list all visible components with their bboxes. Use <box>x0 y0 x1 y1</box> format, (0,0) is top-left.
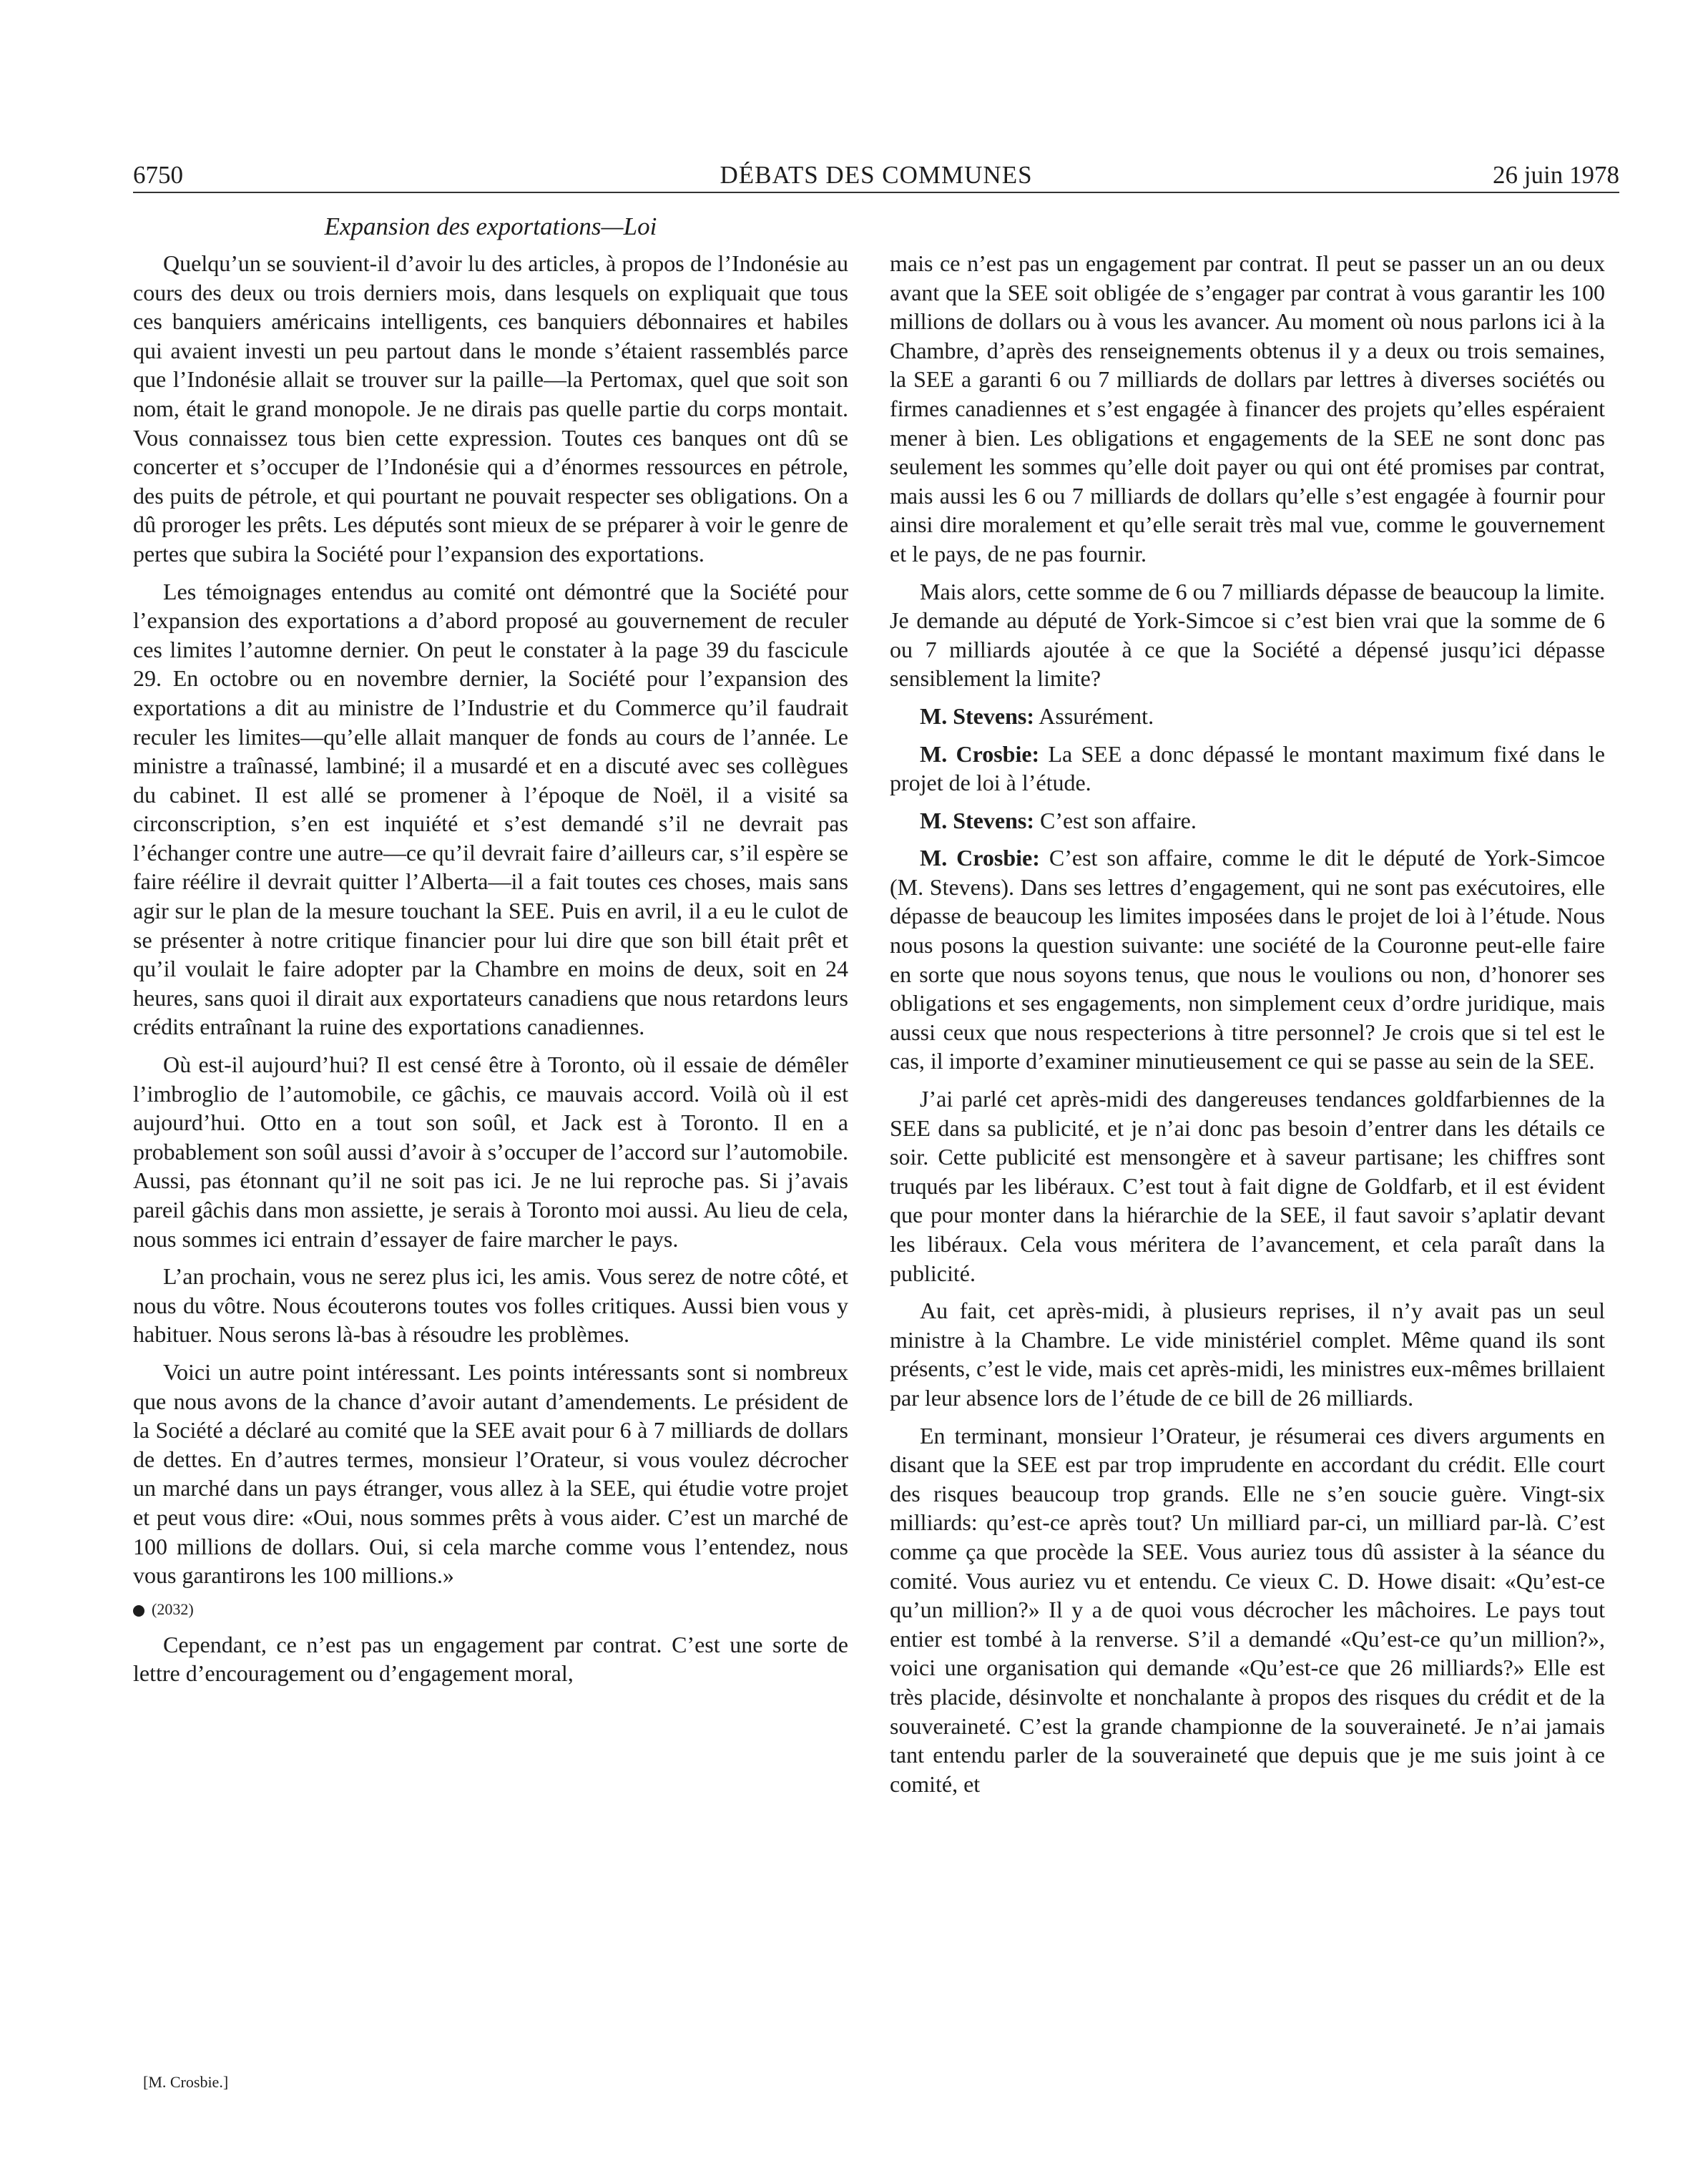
paragraph: Cependant, ce n’est pas un engagement par contrat. C’est une sorte de lettre d’encouragement ou d’engagement moral, <box>133 1631 848 1687</box>
page-number: 6750 <box>133 161 183 189</box>
speech-text: C’est son affaire, comme le dit le député de York-Simcoe (M. Stevens). Dans ses lettres d’engagement, qui ne sont pas exécutoires, elle dépasse de beaucoup les limites imposées dans le projet de loi à l’étude. Nous nous posons la question suivante: une société de la Couronne peut-elle faire en sorte que nous soyons tenus, que nous le voulions ou non, d’honorer ses obligations et ses engagements, non simplement ceux d’ordre juridique, mais aussi ceux que nous respecterions à titre personnel? Je crois que si tel est le cas, il importe d’examiner minutieusement ce qui se passe au sein de la SEE. <box>890 845 1606 1074</box>
paragraph: J’ai parlé cet après-midi des dangereuses tendances goldfarbiennes de la SEE dans sa publicité, et je n’ai donc pas besoin d’entrer dans les détails ce soir. Cette publicité est mensongère et à saveur partisane; les chiffres sont truqués par les libéraux. C’est tout à fait digne de Goldfarb, et il est évident que pour monter dans la hiérarchie de la SEE, il faut savoir s’aplatir devant les libéraux. Cela vous méritera de l’avancement, et cela paraît dans la publicité. <box>890 1086 1605 1286</box>
speaker-name: M. Crosbie: <box>920 845 1040 871</box>
paragraph: Les témoignages entendus au comité ont démontré que la Société pour l’expansion des exportations a d’abord proposé au gouvernement de reculer ces limites l’automne dernier. On peut le constater à la page 39 du fascicule 29. En octobre ou en novembre dernier, la Société pour l’expansion des exportations a dit au ministre de l’Industrie et du Commerce qu’il faudrait reculer les limites—qu’elle allait manquer de fonds au cours de l’année. Le ministre a traînassé, lambiné; il a musardé et en a discuté avec ses collègues du cabinet. Il est allé se promener à l’époque de Noël, il a visité sa circonscription, s’en est inquiété et s’est demandé s’il ne devrait pas l’échanger contre une autre—ce qu’il devrait faire d’ailleurs car, s’il espère se faire réélire il devrait quitter l’Alberta—il a fait toutes ces choses, mais sans agir sur le plan de la mesure touchant la SEE. Puis en avril, il a eu le culot de se présenter à notre critique financier pour lui dire que son bill était prêt et qu’il voulait le faire adopter par la Chambre en moins de deux, soit en 24 heures, sans quoi il dirait aux exportateurs canadiens que nous retardons leurs crédits entraînant la ruine des exportations canadiennes. <box>133 578 848 1040</box>
speech-text: Assurément. <box>1034 702 1154 729</box>
speech-text: C’est son affaire. <box>1034 807 1197 833</box>
time-marker <box>133 1599 848 1620</box>
left-column <box>133 249 848 1697</box>
paragraph: Voici un autre point intéressant. Les points intéressants sont si nombreux que nous avons de la chance d’avoir autant d’amendements. Le président de la Société a déclaré au comité que la SEE avait pour 6 à 7 milliards de dollars de dettes. En d’autres termes, monsieur l’Orateur, si vous voulez décrocher un marché dans un pays étranger, vous allez à la SEE, qui étudie votre projet et peut vous dire: «Oui, nous sommes prêts à vous aider. C’est un marché de 100 millions de dollars. Oui, si cela marche comme vous l’entendez, nous vous garantirons les 100 millions.» <box>133 1358 848 1589</box>
time-marker-text: (2032) <box>152 1599 194 1618</box>
speaker-name: M. Crosbie: <box>920 740 1040 767</box>
publication-title: DÉBATS DES COMMUNES <box>720 161 1033 189</box>
bullet-icon <box>133 1605 144 1617</box>
speech <box>890 806 1605 835</box>
right-column <box>890 249 1605 1807</box>
speaker-name: M. Stevens: <box>920 702 1034 729</box>
speaker-name: M. Stevens: <box>920 807 1034 833</box>
speech <box>890 843 1605 1076</box>
paragraph: mais ce n’est pas un engagement par contrat. Il peut se passer un an ou deux avant que la SEE soit obligée de s’engager par contrat à vous garantir les 100 millions de dollars ou à vous les avancer. Au moment où nous parlons ici à la Chambre, d’après des renseignements obtenus il y a deux ou trois semaines, la SEE a garanti 6 ou 7 milliards de dollars par lettres à diverses sociétés ou firmes canadiennes et s’est engagée à financer des projets qu’elles espéraient mener à bien. Les obligations et engagements de la SEE ne sont donc pas seulement les sommes qu’elle doit payer ou qui ont été promises par contrat, mais aussi les 6 ou 7 milliards de dollars qu’elle s’est engagée à fournir pour ainsi dire moralement et qu’elle serait très mal vue, comme le gouvernement et le pays, de ne pas fournir. <box>890 250 1605 567</box>
page-date: 26 juin 1978 <box>1493 161 1619 189</box>
speech <box>890 702 1605 731</box>
paragraph: Où est-il aujourd’hui? Il est censé être à Toronto, où il essaie de démêler l’imbroglio de l’automobile, ce gâchis, ce mauvais accord. Voilà où il est aujourd’hui. Otto en a tout son soûl, et Jack est à Toronto. Il en a probablement son soûl aussi d’avoir à s’occuper de l’accord sur l’automobile. Aussi, pas étonnant qu’il ne soit pas ici. Je ne lui reproche pas. Si j’avais pareil gâchis dans mon assiette, je serais à Toronto moi aussi. Au lieu de cela, nous sommes ici entrain d’essayer de faire marcher le pays. <box>133 1052 848 1252</box>
speech-text: La SEE a donc dépassé le montant maximum fixé dans le projet de loi à l’étude. <box>890 740 1606 796</box>
paragraph: Au fait, cet après-midi, à plusieurs reprises, il n’y avait pas un seul ministre à la Chambre. Le vide ministériel complet. Même quand ils sont présents, c’est le vide, mais cet après-midi, les ministres eux-mêmes brillaient par leur absence lors de l’étude de ce bill de 26 milliards. <box>890 1298 1605 1411</box>
speech <box>890 740 1605 798</box>
speaker-footnote: [M. Crosbie.] <box>143 2073 229 2091</box>
paragraph: L’an prochain, vous ne serez plus ici, les amis. Vous serez de notre côté, et nous du vôtre. Nous écouterons toutes vos folles critiques. Aussi bien vous y habituer. Nous serons là-bas à résoudre les problèmes. <box>133 1263 848 1348</box>
page-header <box>133 159 1619 193</box>
paragraph: Mais alors, cette somme de 6 ou 7 milliards dépasse de beaucoup la limite. Je demande au député de York-Simcoe si c’est bien vrai que la somme de 6 ou 7 milliards ajoutée à ce que la Société a dépensé jusqu’ici dépasse sensiblement la limite? <box>890 578 1605 692</box>
paragraph: En terminant, monsieur l’Orateur, je résumerai ces divers arguments en disant que la SEE est par trop imprudente en accordant du crédit. Elle court des risques beaucoup trop grands. Elle ne s’en soucie guère. Vingt-six milliards: qu’est-ce après tout? Un milliard par-ci, un milliard par-là. C’est comme ça que procède la SEE. Vous auriez tous dû assister à la séance du comité. Vous auriez vu et entendu. Ce vieux C. D. Howe disait: «Qu’est-ce qu’un million?» Il y a de quoi vous décrocher les mâchoires. Le pays tout entier est tombé à la renverse. S’il a demandé «Qu’est-ce qu’un million?», voici une organisation qui demande «Qu’est-ce que 26 milliards?» Elle est très placide, désinvolte et nonchalante à propos des risques du crédit et de la souveraineté. C’est la grande championne de la souveraineté. Je n’ai jamais tant entendu parler de la souveraineté que depuis que je me suis joint à ce comité, et <box>890 1422 1605 1797</box>
paragraph: Quelqu’un se souvient-il d’avoir lu des articles, à propos de l’Indonésie au cours des deux ou trois derniers mois, dans lesquels on expliquait que tous ces banquiers américains intelligents, ces banquiers débonnaires et habiles qui avaient investi un peu partout dans le monde s’étaient rassemblés parce que l’Indonésie allait se trouver sur la paille—la Pertomax, quel que soit son nom, était le grand monopole. Je ne dirais pas quelle partie du corps montait. Vous connaissez tous bien cette expression. Toutes ces banques ont dû se concerter et s’occuper de l’Indonésie qui a d’énormes ressources en pétrole, des puits de pétrole, et qui pourtant ne pouvait respecter ses obligations. On a dû proroger les prêts. Les députés sont mieux de se préparer à voir le genre de pertes que subira la Société pour l’expansion des exportations. <box>133 250 848 567</box>
running-title: Expansion des exportations—Loi <box>324 212 657 240</box>
